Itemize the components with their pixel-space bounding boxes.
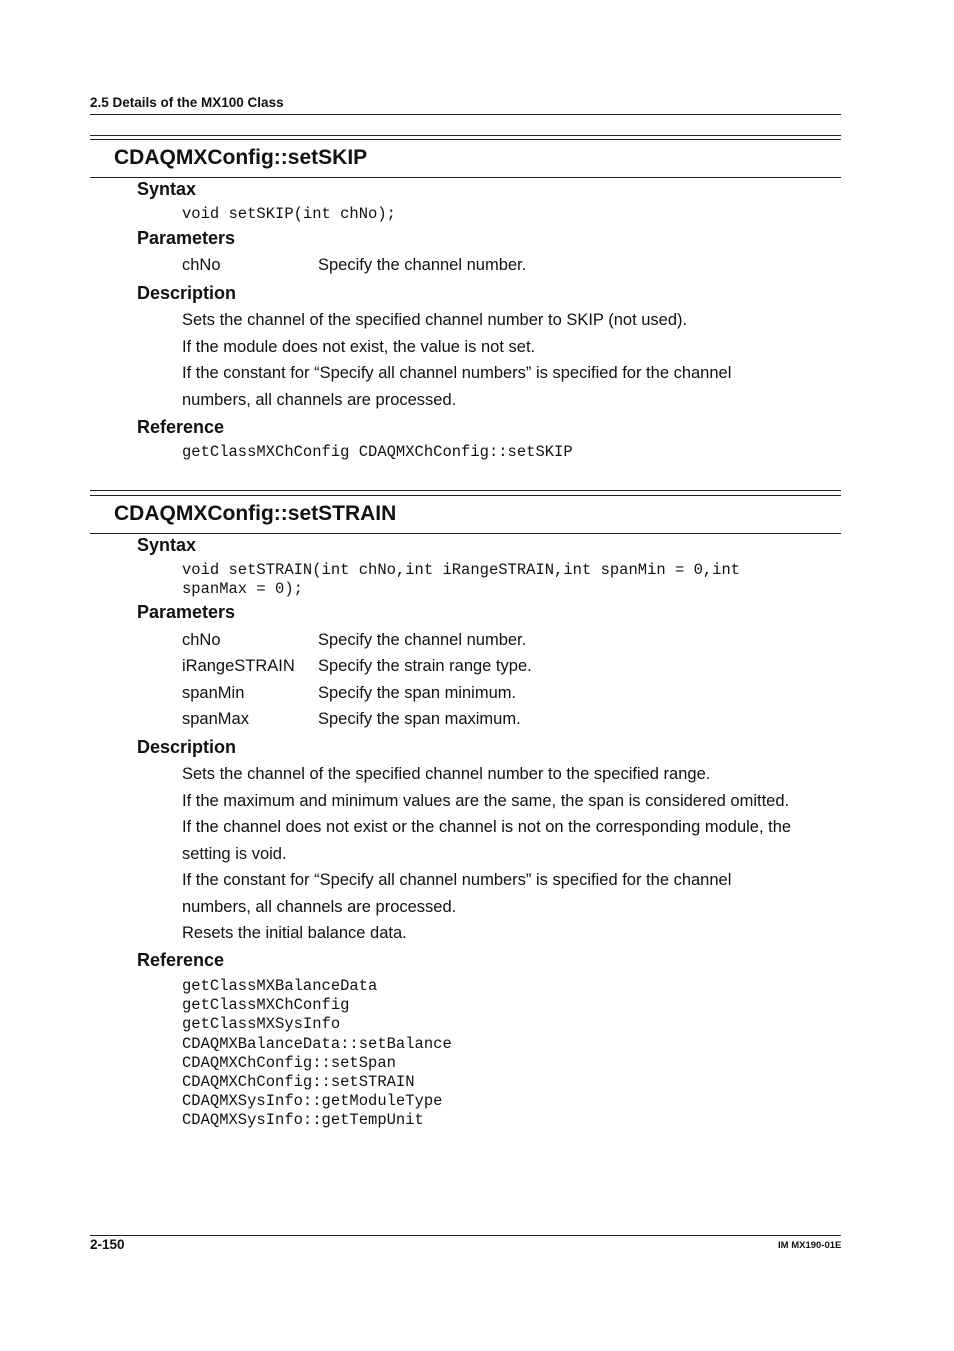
reference-line: CDAQMXChConfig::setSpan <box>182 1053 396 1072</box>
syntax-line: spanMax = 0); <box>182 580 303 599</box>
description-line: If the channel does not exist or the channel is not on the corresponding module, the <box>182 818 792 836</box>
parameter-name: chNo <box>182 631 221 649</box>
description-block <box>182 307 842 413</box>
section-rule-top <box>90 135 841 136</box>
section-rule-bottom <box>90 533 841 534</box>
reference-line: getClassMXChConfig <box>182 996 350 1015</box>
reference-line: getClassMXSysInfo <box>182 1015 341 1034</box>
running-head: 2.5 Details of the MX100 Class <box>90 95 284 110</box>
page-number: 2-150 <box>90 1237 125 1252</box>
reference-heading: Reference <box>137 417 225 437</box>
parameter-description: Specify the channel number. <box>318 631 527 649</box>
footer-rule <box>90 1235 841 1236</box>
description-block <box>182 761 842 947</box>
syntax-heading: Syntax <box>137 179 197 199</box>
section-title: CDAQMXConfig::setSTRAIN <box>114 502 397 525</box>
description-line: If the constant for “Specify all channel numbers” is specified for the channel <box>182 871 732 889</box>
reference-line: CDAQMXSysInfo::getTempUnit <box>182 1111 424 1130</box>
description-heading: Description <box>137 283 237 303</box>
parameters-heading: Parameters <box>137 602 236 622</box>
section-rule-top <box>90 495 841 496</box>
description-line: If the module does not exist, the value is not set. <box>182 337 536 356</box>
syntax-line: void setSKIP(int chNo); <box>182 205 396 223</box>
description-heading: Description <box>137 737 237 757</box>
reference-heading: Reference <box>137 950 225 970</box>
syntax-heading: Syntax <box>137 535 197 555</box>
parameter-description: Specify the strain range type. <box>318 657 532 675</box>
reference-line: CDAQMXChConfig::setSTRAIN <box>182 1073 415 1092</box>
reference-line: CDAQMXSysInfo::getModuleType <box>182 1092 443 1111</box>
document-id: IM MX190-01E <box>778 1240 842 1251</box>
section-rule-top <box>90 139 841 140</box>
section-title: CDAQMXConfig::setSKIP <box>114 146 368 169</box>
description-line: numbers, all channels are processed. <box>182 897 457 916</box>
parameter-name: spanMin <box>182 684 245 702</box>
description-line: If the maximum and minimum values are the same, the span is considered omitted. <box>182 791 790 810</box>
reference-list <box>182 977 452 1131</box>
description-line: Sets the channel of the specified channel number to the specified range. <box>182 765 711 783</box>
description-line: Resets the initial balance data. <box>182 924 407 942</box>
description-line: setting is void. <box>182 844 287 863</box>
parameters-heading: Parameters <box>137 228 236 248</box>
description-line: If the constant for “Specify all channel numbers” is specified for the channel <box>182 364 732 382</box>
parameter-description: Specify the channel number. <box>318 256 527 274</box>
section-rule-top <box>90 490 841 491</box>
description-line: numbers, all channels are processed. <box>182 390 457 409</box>
section-rule-bottom <box>90 177 841 178</box>
reference-line: CDAQMXBalanceData::setBalance <box>182 1034 452 1053</box>
syntax-line: void setSTRAIN(int chNo,int iRangeSTRAIN,int spanMin = 0,int <box>182 561 741 579</box>
parameter-name: iRangeSTRAIN <box>182 657 295 675</box>
reference-line: getClassMXBalanceData <box>182 977 378 995</box>
description-line: Sets the channel of the specified channel number to SKIP (not used). <box>182 311 688 329</box>
parameter-name: chNo <box>182 256 221 274</box>
syntax-block <box>182 561 740 599</box>
parameter-description: Specify the span maximum. <box>318 710 521 728</box>
parameter-description: Specify the span minimum. <box>318 684 517 702</box>
header-rule <box>90 114 841 115</box>
reference-line: getClassMXChConfig CDAQMXChConfig::setSKIP <box>182 443 573 461</box>
parameter-name: spanMax <box>182 710 249 728</box>
